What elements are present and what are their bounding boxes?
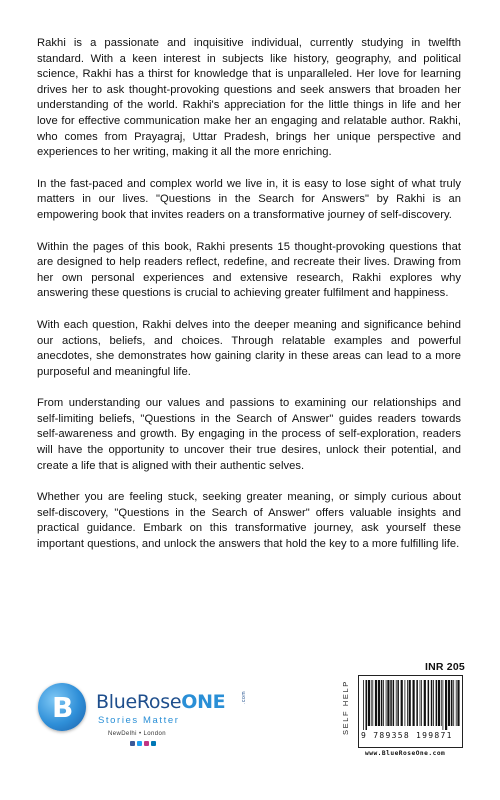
publisher-location: NewDelhi • London	[108, 731, 166, 737]
logo-circle-icon	[38, 683, 86, 731]
barcode-bar	[396, 680, 397, 726]
barcode-bar	[443, 680, 444, 730]
back-cover-blurb	[37, 36, 461, 569]
blurb-paragraph: In the fast-paced and complex world we live in, it is easy to lose sight of what truly matters in our lives. "Questions in the Search for Answers" by Rakhi is an empowering book that invites readers on a transformative journey of self-discovery.	[37, 177, 461, 221]
barcode-bar	[421, 680, 422, 726]
publisher-logo	[38, 683, 258, 753]
author-bio-paragraph: Rakhi is a passionate and inquisitive individual, currently studying in twelfth standard. With a keen interest in subjects like history, geography, and political science, Rakhi has a thirst for knowledge that is unparalleled. Her love for learning drives her to ask thought-provoking questions and seek answers that broaden her understanding of the world. Rakhi's appreciation for the little things in life and her love for effective communication make her an engaging and relatable author. Rakhi, who comes from Prayagraj, Uttar Pradesh, brings her unique perspective and experiences to her writing, making it all the more enriching.	[37, 37, 461, 159]
publisher-name	[96, 691, 225, 713]
linkedin-icon	[151, 741, 156, 746]
isbn-number: 9 789358 199871	[361, 731, 453, 740]
instagram-icon	[144, 741, 149, 746]
barcode	[358, 675, 463, 748]
blurb-paragraph: With each question, Rakhi delves into the deeper meaning and significance behind our actions, beliefs, and choices. Through relatable examples and powerful anecdotes, she demonstrates how gaining clarity in these areas can lead to a more purposeful and meaningful life.	[37, 318, 461, 378]
facebook-icon	[130, 741, 135, 746]
barcode-bar	[378, 680, 380, 726]
barcode-bar	[366, 680, 368, 730]
barcode-bar	[386, 680, 387, 726]
barcode-bar	[456, 680, 457, 726]
genre-label: SELF HELP	[341, 680, 350, 736]
barcode-bar	[372, 680, 373, 726]
blurb-paragraph: Whether you are feeling stuck, seeking greater meaning, or simply curious about self-discovery, "Questions in the Search of Answer" offers valuable insights and practical guidance. Embark on this transformative journey, ask yourself these important questions, and unlock the answers that hold the key to a more fulfilling life.	[37, 491, 461, 551]
price-label: INR 205	[425, 661, 465, 673]
barcode-bar	[424, 680, 426, 726]
barcode-bar	[428, 680, 430, 726]
twitter-icon	[137, 741, 142, 746]
publisher-name-part1: BlueRose	[96, 691, 182, 713]
barcode-bar	[383, 680, 384, 726]
barcode-bar	[393, 680, 395, 726]
barcode-bar	[448, 680, 450, 726]
barcode-bar	[438, 680, 440, 726]
barcode-bar	[390, 680, 392, 726]
barcode-bar	[381, 680, 383, 726]
logo-letter: B	[52, 691, 74, 724]
barcode-bar	[431, 680, 433, 726]
barcode-bar	[407, 680, 408, 726]
barcode-bar	[445, 680, 447, 730]
barcode-bar	[433, 680, 434, 726]
barcode-bar	[387, 680, 389, 726]
blurb-paragraph: From understanding our values and passions to examining our relationships and self-limiting beliefs, "Questions in the Search of Answer" guides readers towards self-awareness and growth. By engaging in the process of self-exploration, readers will have the opportunity to uncover their true desires, unlock their potential, and create a life that is aligned with their authentic selves.	[37, 397, 461, 472]
blurb-paragraph: Within the pages of this book, Rakhi presents 15 thought-provoking questions that are designed to help readers reflect, redefine, and recreate their lives. Drawing from her own personal experiences and extensive research, Rakhi explores why answering these questions is crucial to achieving greater fulfilment and happiness.	[37, 240, 461, 300]
barcode-bar	[453, 680, 454, 726]
barcode-bar	[409, 680, 411, 726]
barcode-bar	[451, 680, 453, 726]
social-icons	[130, 741, 156, 746]
publisher-website: www.BlueRoseOne.com	[365, 750, 446, 757]
publisher-tagline: Stories Matter	[98, 715, 180, 726]
barcode-bar	[368, 680, 370, 726]
barcode-bar	[371, 680, 372, 726]
barcode-bars	[363, 680, 460, 730]
barcode-bar	[416, 680, 418, 726]
barcode-bar	[405, 680, 406, 726]
barcode-bar	[413, 680, 415, 726]
barcode-bar	[397, 680, 399, 726]
barcode-bar	[436, 680, 438, 726]
barcode-bar	[457, 680, 459, 726]
barcode-bar	[363, 680, 364, 730]
publisher-name-part2: ONE	[181, 691, 226, 713]
barcode-bar	[375, 680, 377, 726]
barcode-bar	[420, 680, 421, 726]
barcode-bar	[441, 680, 442, 726]
publisher-domain-suffix: .com	[241, 691, 247, 704]
barcode-bar	[401, 680, 403, 726]
